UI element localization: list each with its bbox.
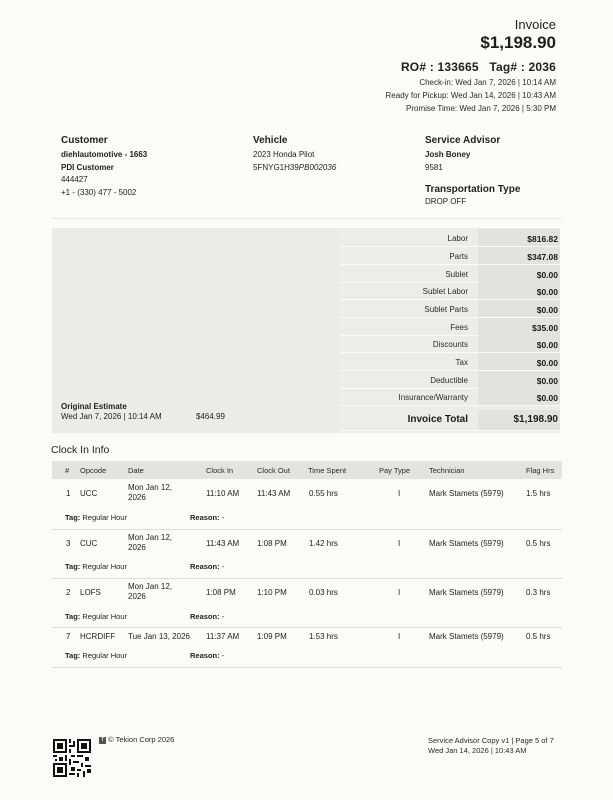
reason-label: Reason:	[190, 513, 220, 522]
row-clock-in: 11:43 AM	[206, 539, 240, 548]
reason-label: Reason:	[190, 612, 220, 621]
row-reason: -	[221, 562, 225, 571]
col-pay-type: Pay Type	[379, 466, 411, 475]
summary-label: Parts	[449, 252, 468, 261]
row-time-spent: 1.53 hrs	[309, 632, 338, 641]
row-technician: Mark Stamets (5979)	[429, 489, 504, 498]
row-flag-hrs: 0.5 hrs	[526, 632, 551, 641]
summary-label: Deductible	[430, 376, 468, 385]
summary-label: Sublet Labor	[422, 287, 468, 296]
transport-type: DROP OFF	[425, 197, 467, 206]
row-tag: Regular Hour	[82, 612, 127, 621]
row-separator	[52, 627, 562, 628]
col-opcode: Opcode	[80, 466, 107, 475]
customer-title: Customer	[61, 135, 108, 146]
invoice-amount: $1,198.90	[480, 33, 556, 52]
summary-label: Sublet	[445, 270, 468, 279]
summary-row-sublet-parts	[340, 300, 560, 318]
summary-value: $0.00	[536, 376, 558, 386]
col-clock-out: Clock Out	[257, 466, 290, 475]
summary-row-parts	[340, 247, 560, 265]
row-tag: Regular Hour	[82, 562, 127, 571]
row-reason: -	[221, 651, 225, 660]
ro-tag-number: RO# : 133665 Tag# : 2036	[400, 60, 556, 74]
row-flag-hrs: 0.3 hrs	[526, 588, 551, 597]
estimate-date: Wed Jan 7, 2026 | 10:14 AM	[61, 412, 162, 421]
copyright-text: © Tekion Corp 2026	[108, 735, 175, 744]
summary-value: $0.00	[536, 270, 558, 280]
vehicle-title: Vehicle	[253, 135, 288, 146]
checkin-time: Check-in: Wed Jan 7, 2026 | 10:14 AM	[419, 78, 556, 87]
summary-row-deductible	[340, 371, 560, 389]
row-time-spent: 1.42 hrs	[309, 539, 338, 548]
total-label: Invoice Total	[407, 414, 468, 425]
invoice-heading: Invoice	[514, 17, 556, 32]
summary-label: Discounts	[432, 340, 468, 349]
row-technician: Mark Stamets (5979)	[429, 632, 504, 641]
row-pay-type: I	[398, 489, 401, 498]
advisor-title: Service Advisor	[425, 135, 501, 146]
estimate-title: Original Estimate	[61, 402, 127, 411]
row-clock-out: 11:43 AM	[257, 489, 291, 498]
row-time-spent: 0.55 hrs	[309, 489, 338, 498]
tag-label: Tag:	[65, 562, 81, 571]
summary-label: Labor	[447, 234, 468, 243]
row-date-year: 2026	[128, 592, 146, 601]
row-clock-in: 11:10 AM	[206, 489, 240, 498]
col-technician: Technician	[429, 466, 465, 475]
col-date: Date	[128, 466, 144, 475]
row-separator	[52, 667, 562, 668]
row-tag: Regular Hour	[82, 651, 127, 660]
tag-label: Tag:	[65, 612, 81, 621]
customer-block	[61, 135, 147, 199]
row-date: Tue Jan 13, 2026	[128, 632, 190, 641]
vehicle-vin	[253, 162, 336, 175]
summary-value: $0.00	[536, 358, 558, 368]
row-pay-type: I	[398, 539, 401, 548]
col-flag-hrs: Flag Hrs	[526, 466, 555, 475]
row-tag: Regular Hour	[82, 513, 127, 522]
qr-code	[53, 739, 91, 777]
row-separator	[52, 529, 562, 530]
divider	[52, 218, 562, 219]
pickup-time: Ready for Pickup: Wed Jan 14, 2026 | 10:43 AM	[385, 91, 556, 100]
summary-row-sublet-labor	[340, 282, 560, 300]
row-technician: Mark Stamets (5979)	[429, 588, 504, 597]
clock-table-header	[52, 461, 562, 479]
transport-title: Transportation Type	[425, 184, 521, 195]
row-clock-in: 11:37 AM	[206, 632, 240, 641]
row-num: 3	[66, 539, 71, 548]
vehicle-block	[253, 135, 336, 174]
row-pay-type: I	[398, 632, 401, 641]
row-pay-type: I	[398, 588, 401, 597]
summary-label: Sublet Parts	[424, 305, 468, 314]
tag-label: Tag:	[65, 651, 81, 660]
estimate-amount: $464.99	[196, 412, 225, 421]
row-opcode: CUC	[80, 539, 98, 548]
summary-value: $0.00	[536, 305, 558, 315]
col-clock-in: Clock In	[206, 466, 234, 475]
summary-value: $347.08	[527, 252, 558, 262]
row-reason: -	[221, 513, 225, 522]
row-opcode: HCRDIFF	[80, 632, 116, 641]
summary-value: $0.00	[536, 393, 558, 403]
summary-label: Tax	[455, 358, 468, 367]
row-num: 7	[66, 632, 71, 641]
row-separator	[52, 578, 562, 579]
row-date-year: 2026	[128, 543, 146, 552]
row-num: 1	[66, 489, 71, 498]
row-date: Mon Jan 12,	[128, 582, 173, 591]
row-clock-out: 1:08 PM	[257, 539, 287, 548]
promise-time: Promise Time: Wed Jan 7, 2026 | 5:30 PM	[406, 104, 556, 113]
col-time-spent: Time Spent	[308, 466, 347, 475]
vehicle-model: 2023 Honda Pilot	[253, 150, 315, 159]
row-clock-out: 1:09 PM	[257, 632, 287, 641]
summary-row-labor	[340, 229, 560, 247]
row-date-year: 2026	[128, 493, 146, 502]
summary-row-discounts	[340, 335, 560, 353]
advisor-block	[425, 135, 520, 209]
customer-id: 444427	[61, 175, 88, 184]
row-num: 2	[66, 588, 71, 597]
copyright	[99, 735, 174, 744]
vin-suffix: PB002036	[298, 162, 337, 172]
summary-row-sublet	[340, 265, 560, 283]
row-reason: -	[221, 612, 225, 621]
row-time-spent: 0.03 hrs	[309, 588, 338, 597]
total-value: $1,198.90	[513, 414, 558, 425]
vin-prefix: 5FNYG1H39	[253, 162, 299, 172]
copy-info: Service Advisor Copy v1 | Page 5 of 7	[428, 736, 554, 745]
customer-type: PDI Customer	[61, 162, 114, 172]
row-flag-hrs: 0.5 hrs	[526, 539, 551, 548]
summary-value: $0.00	[536, 287, 558, 297]
customer-phone: +1 - (330) 477 - 5002	[61, 187, 137, 197]
customer-name: diehlautomotive - 1663	[61, 150, 148, 159]
reason-label: Reason:	[190, 651, 220, 660]
clock-in-title: Clock In Info	[51, 444, 110, 456]
row-opcode: UCC	[80, 489, 98, 498]
row-opcode: LOFS	[80, 588, 101, 597]
summary-value: $35.00	[532, 323, 558, 333]
col-num: #	[65, 466, 70, 475]
summary-label: Insurance/Warranty	[398, 393, 468, 402]
summary-row-fees	[340, 318, 560, 336]
summary-value: $0.00	[536, 340, 558, 350]
row-clock-in: 1:08 PM	[206, 588, 236, 597]
row-date: Mon Jan 12,	[128, 533, 173, 542]
tekion-logo-icon: T	[100, 736, 105, 743]
invoice-total-row	[340, 410, 560, 431]
summary-row-tax	[340, 353, 560, 371]
reason-label: Reason:	[190, 562, 220, 571]
row-technician: Mark Stamets (5979)	[429, 539, 504, 548]
advisor-number: 9581	[425, 162, 443, 172]
summary-row-insurance	[340, 388, 560, 406]
summary-label: Fees	[450, 323, 468, 332]
tag-label: Tag:	[65, 513, 81, 522]
row-flag-hrs: 1.5 hrs	[526, 489, 551, 498]
advisor-name: Josh Boney	[425, 150, 471, 159]
row-clock-out: 1:10 PM	[257, 588, 287, 597]
row-date: Mon Jan 12,	[128, 483, 173, 492]
summary-value: $816.82	[527, 234, 558, 244]
printed-date: Wed Jan 14, 2026 | 10:43 AM	[428, 746, 527, 755]
